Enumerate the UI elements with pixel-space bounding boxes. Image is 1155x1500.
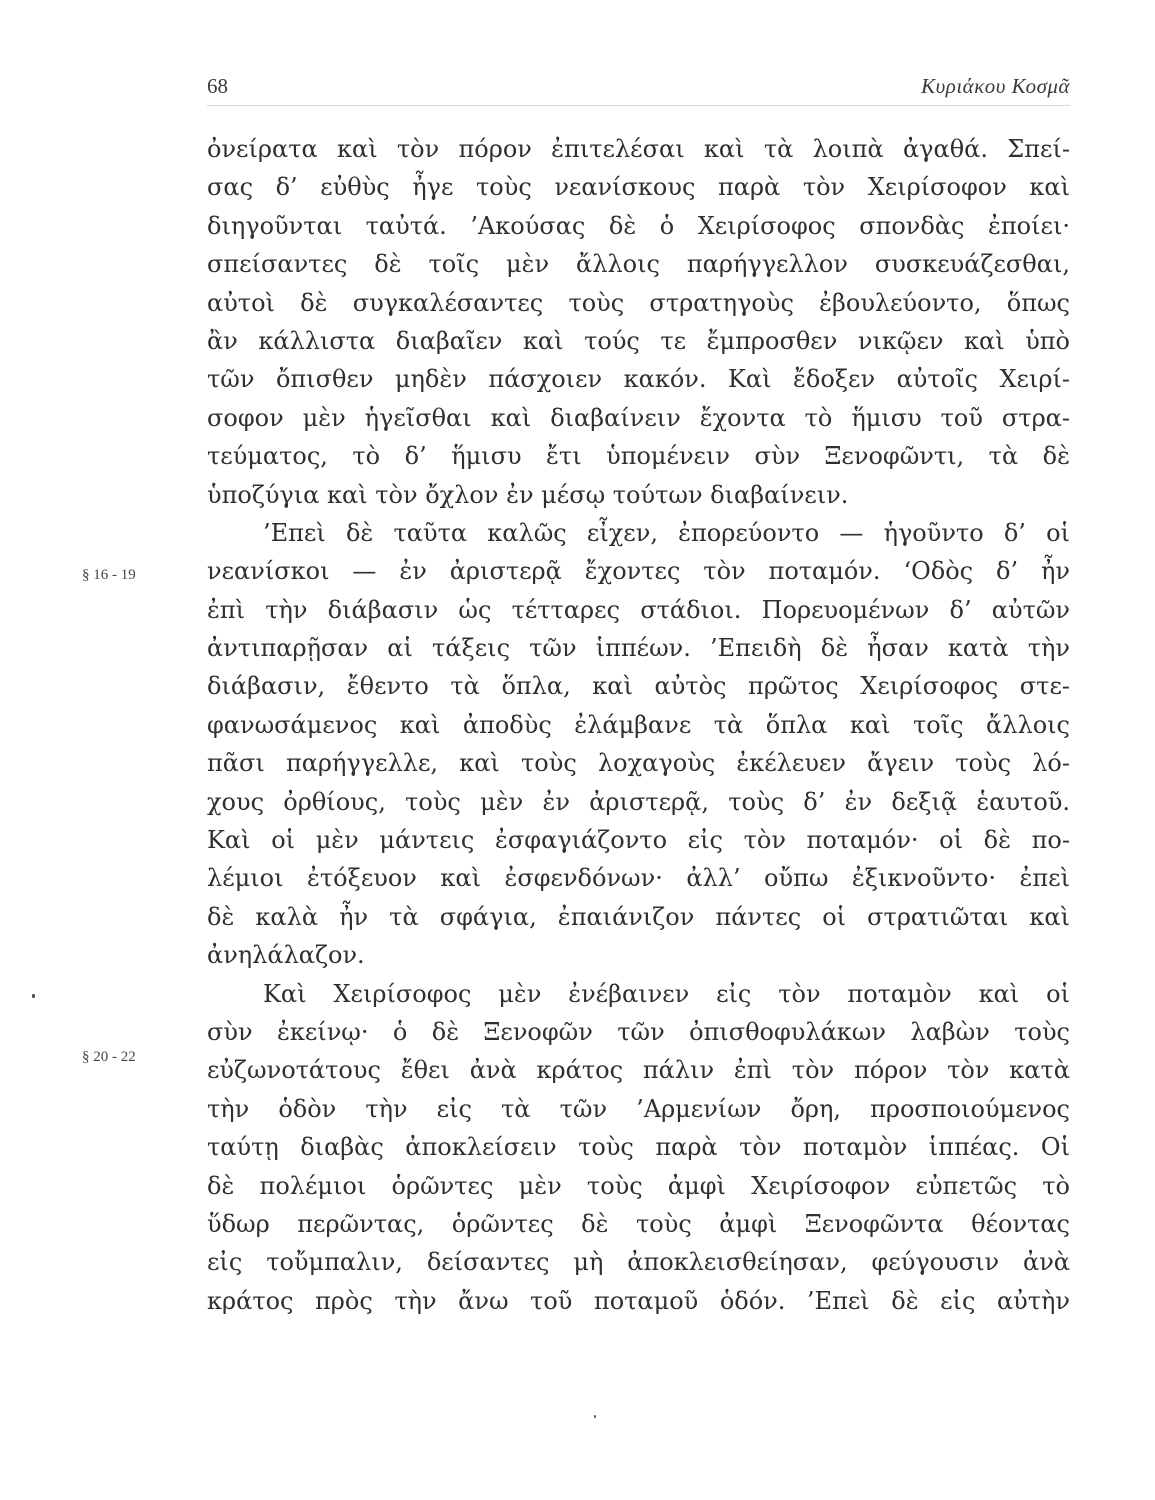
page-number: 68	[207, 74, 228, 98]
text-line: Καὶ οἱ μὲν μάντεις ἐσφαγιάζοντο εἰς τὸν ποταμόν· οἱ δὲ πο-	[207, 826, 1070, 855]
paragraph-start-line: Καὶ Χειρίσοφος μὲν ἐνέβαινεν εἰς τὸν ποταμὸν καὶ οἱ	[263, 979, 1070, 1008]
body-text	[207, 130, 1070, 1320]
text-line: κράτος πρὸς τὴν ἄνω τοῦ ποταμοῦ ὁδόν. ’Επεὶ δὲ εἰς αὐτὴν	[207, 1286, 1070, 1315]
margin-section-ref: § 20 - 22	[82, 1049, 136, 1065]
text-line: ὕδωρ περῶντας, ὁρῶντες δὲ τοὺς ἀμφὶ Ξενοφῶντα θέοντας	[207, 1209, 1070, 1238]
text-line: σας δ’ εὐθὺς ἦγε τοὺς νεανίσκους παρὰ τὸν Χειρίσοφον καὶ	[207, 173, 1070, 202]
text-line: λέμιοι ἐτόξευον καὶ ἐσφενδόνων· ἀλλ’ οὔπω ἐξικνοῦντο· ἐπεὶ	[207, 864, 1070, 893]
print-speck	[32, 994, 35, 998]
text-line: ἂν κάλλιστα διαβαῖεν καὶ τούς τε ἔμπροσθεν νικῷεν καὶ ὑπὸ	[207, 326, 1070, 355]
text-line: πᾶσι παρήγγελλε, καὶ τοὺς λοχαγοὺς ἐκέλευεν ἄγειν τοὺς λό-	[207, 749, 1070, 778]
text-line: χους ὀρθίους, τοὺς μὲν ἐν ἀριστερᾷ, τοὺς δ’ ἐν δεξιᾷ ἑαυτοῦ.	[207, 787, 1070, 816]
margin-section-ref: § 16 - 19	[82, 567, 136, 583]
text-line: ταύτῃ διαβὰς ἀποκλείσειν τοὺς παρὰ τὸν ποταμὸν ἱππέας. Οἱ	[207, 1133, 1070, 1162]
text-line: αὐτοὶ δὲ συγκαλέσαντες τοὺς στρατηγοὺς ἐβουλεύοντο, ὅπως	[207, 288, 1070, 317]
text-line: τεύματος, τὸ δ’ ἥμισυ ἔτι ὑπομένειν σὺν Ξενοφῶντι, τὰ δὲ	[207, 442, 1070, 471]
text-line: δὲ πολέμιοι ὁρῶντες μὲν τοὺς ἀμφὶ Χειρίσοφον εὐπετῶς τὸ	[207, 1171, 1070, 1200]
text-line: τὴν ὁδὸν τὴν εἰς τὰ τῶν ’Αρμενίων ὄρη, προσποιούμενος	[207, 1094, 1070, 1123]
text-line: φανωσάμενος καὶ ἀποδὺς ἐλάμβανε τὰ ὅπλα καὶ τοῖς ἄλλοις	[207, 710, 1070, 739]
header-rule	[207, 105, 1070, 106]
text-line: σπείσαντες δὲ τοῖς μὲν ἄλλοις παρήγγελλον συσκευάζεσθαι,	[207, 250, 1070, 279]
text-line: ἐπὶ τὴν διάβασιν ὡς τέτταρες στάδιοι. Πορευομένων δ’ αὐτῶν	[207, 595, 1070, 624]
text-line: εἰς τοὔμπαλιν, δείσαντες μὴ ἀποκλεισθείησαν, φεύγουσιν ἀνὰ	[207, 1248, 1070, 1277]
paragraph-start-line: ’Επεὶ δὲ ταῦτα καλῶς εἶχεν, ἐπορεύοντο — ἡγοῦντο δ’ οἱ	[263, 518, 1070, 547]
text-line: διηγοῦνται ταὐτά. ’Ακούσας δὲ ὁ Χειρίσοφος σπονδὰς ἐποίει·	[207, 211, 1070, 240]
text-line: ὀνείρατα καὶ τὸν πόρον ἐπιτελέσαι καὶ τὰ λοιπὰ ἀγαθά. Σπεί-	[207, 135, 1070, 163]
print-speck	[594, 1415, 596, 1418]
text-line: δὲ καλὰ ἦν τὰ σφάγια, ἐπαιάνιζον πάντες οἱ στρατιῶται καὶ	[207, 902, 1070, 931]
text-line: διάβασιν, ἔθεντο τὰ ὅπλα, καὶ αὐτὸς πρῶτος Χειρίσοφος στε-	[207, 672, 1070, 701]
text-line: ἀνηλάλαζον.	[207, 941, 365, 970]
text-line: ὑποζύγια καὶ τὸν ὄχλον ἐν μέσῳ τούτων διαβαίνειν.	[207, 480, 849, 509]
text-line: ἀντιπαρῇσαν αἱ τάξεις τῶν ἱππέων. ’Επειδὴ δὲ ἦσαν κατὰ τὴν	[207, 634, 1070, 663]
text-line: νεανίσκοι — ἐν ἀριστερᾷ ἔχοντες τὸν ποταμόν. ‘Οδὸς δ’ ἦν	[207, 557, 1070, 586]
text-line: σὺν ἐκείνῳ· ὁ δὲ Ξενοφῶν τῶν ὀπισθοφυλάκων λαβὼν τοὺς	[207, 1017, 1070, 1046]
running-title: Κυριάκου Κοσμᾶ	[921, 74, 1070, 98]
text-line: τῶν ὄπισθεν μηδὲν πάσχοιεν κακόν. Καὶ ἔδοξεν αὐτοῖς Χειρί-	[207, 365, 1070, 394]
text-line: σοφον μὲν ἡγεῖσθαι καὶ διαβαίνειν ἔχοντα τὸ ἥμισυ τοῦ στρα-	[207, 403, 1070, 432]
text-line: εὐζωνοτάτους ἔθει ἀνὰ κράτος πάλιν ἐπὶ τὸν πόρον τὸν κατὰ	[207, 1056, 1070, 1085]
running-head	[207, 74, 1070, 104]
